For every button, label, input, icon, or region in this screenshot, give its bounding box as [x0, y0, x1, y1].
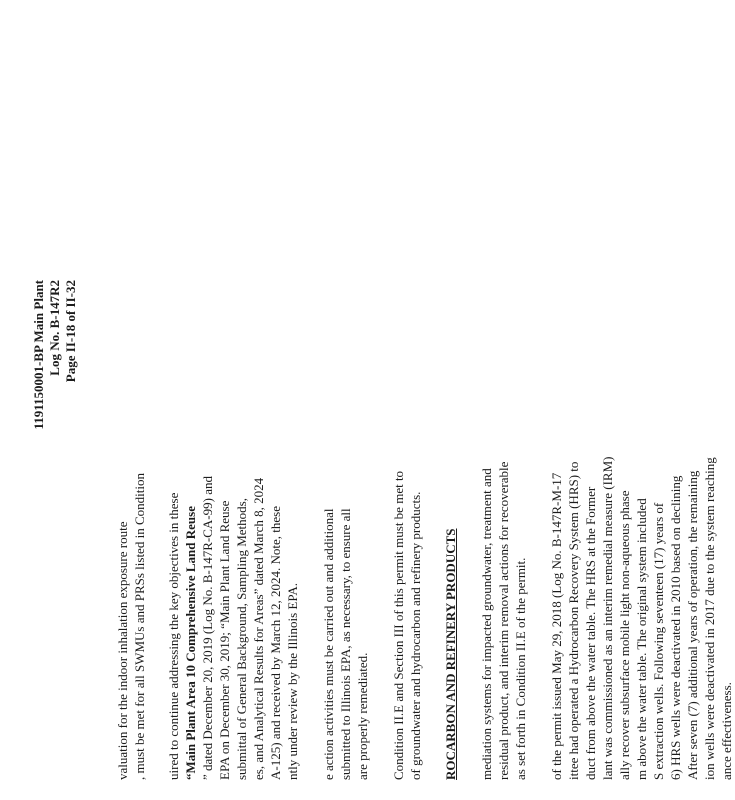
- rotated-text-block: [30, 280, 734, 780]
- para2-line: submittal of General Background, Sampling Methods,: [234, 498, 249, 780]
- para1-line: , must be met for all SWMUs and PRSs listed in Condition: [132, 473, 147, 780]
- para6-line: After seven (7) additional years of operation, the remaining: [685, 470, 700, 780]
- para4-line: Condition II.E and Section III of this permit must be met to: [391, 470, 406, 780]
- para2-line: uired to continue addressing the key objectives in these: [166, 492, 181, 780]
- section-heading: ROCARBON AND REFINERY PRODUCTS: [443, 528, 458, 780]
- para6-line: ally recover subsurface mobile light non-aqueous phase: [617, 490, 632, 780]
- para2-line: es, and Analytical Results for Areas” dated March 8, 2024: [251, 477, 266, 780]
- para6-line: 6) HRS wells were deactivated in 2010 based on declining: [668, 475, 683, 780]
- para3-line: submitted to Illinois EPA, as necessary, to ensure all: [338, 508, 353, 780]
- header-log-number: Log No. B-147R2: [47, 280, 62, 376]
- para4-line: of groundwater and hydrocarbon and refinery products.: [408, 491, 423, 780]
- para3-line: e action activities must be carried out and additional: [321, 508, 336, 780]
- para6-line: ittee had operated a Hydrocarbon Recovery System (HRS) to: [566, 461, 581, 780]
- para5-line: residual product, and interim removal actions for recoverable: [496, 461, 511, 780]
- para2-line: ntly under review by the Illinois EPA.: [285, 582, 300, 780]
- para6-line: of the permit issued May 29, 2018 (Log No. B-147R-M-17: [549, 472, 564, 780]
- para6-line: lant was commissioned as an interim remedial measure (IRM): [600, 456, 615, 780]
- para2-line: ” dated December 20, 2019 (Log No. B-147R-CA-99) and: [200, 476, 215, 780]
- para2-line: A-125) and received by March 12, 2024. Note, these: [268, 506, 283, 780]
- para6-line: duct from above the water table. The HRS at the Former: [583, 486, 598, 780]
- para2-line: EPA on December 30, 2019; “Main Plant Land Reuse: [217, 500, 232, 780]
- para6-line: ance effectiveness.: [719, 682, 734, 780]
- para5-line: as set forth in Condition II.E of the permit.: [513, 557, 528, 780]
- para6-line: ion wells were deactivated in 2017 due to the system reaching: [702, 457, 717, 780]
- para5-line: mediation systems for impacted groundwater, treatment and: [479, 468, 494, 780]
- para2-line: “Main Plant Area 10 Comprehensive Land Reuse: [183, 506, 198, 780]
- para6-line: S extraction wells. Following seventeen (17) years of: [651, 502, 666, 780]
- header-facility-id: 1191150001-BP Main Plant: [31, 280, 46, 430]
- para6-line: m above the water table. The original system included: [634, 498, 649, 780]
- para3-line: are properly remediated.: [355, 652, 370, 780]
- para1-line: valuation for the indoor inhalation exposure route: [115, 521, 130, 780]
- header-page-number: Page II-18 of II-32: [63, 280, 78, 383]
